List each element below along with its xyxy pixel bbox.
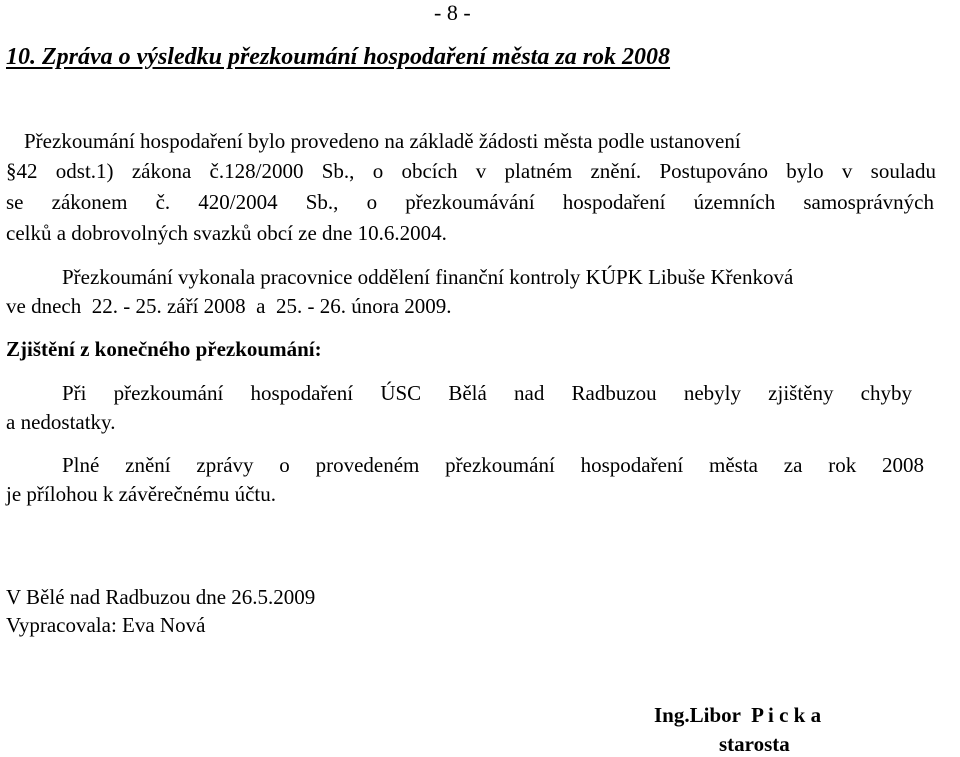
paragraph-line: a nedostatky. [6, 410, 116, 434]
signature-name: Ing.Libor P i c k a [654, 703, 822, 727]
document-title: 10. Zpráva o výsledku přezkoumání hospodaření města za rok 2008 [6, 44, 671, 70]
paragraph-line: Přezkoumání hospodaření bylo provedeno na základě žádosti města podle ustanovení [24, 129, 741, 153]
paragraph-line: §42 odst.1) zákona č.128/2000 Sb., o obcích v platném znění. Postupováno bylo v souladu [6, 159, 936, 183]
findings-heading: Zjištění z konečného přezkoumání: [6, 337, 322, 361]
paragraph-line: Při přezkoumání hospodaření ÚSC Bělá nad Radbuzou nebyly zjištěny chyby [62, 381, 912, 405]
signature-role: starosta [719, 732, 790, 756]
prepared-by: Vypracovala: Eva Nová [6, 613, 206, 637]
page-number: - 8 - [434, 0, 471, 25]
paragraph-line: Plné znění zprávy o provedeném přezkoumání hospodaření města za rok 2008 [62, 453, 924, 477]
paragraph-line: Přezkoumání vykonala pracovnice oddělení finanční kontroly KÚPK Libuše Křenková [62, 265, 794, 289]
paragraph-line: celků a dobrovolných svazků obcí ze dne 10.6.2004. [6, 221, 447, 245]
paragraph-line: ve dnech 22. - 25. září 2008 a 25. - 26. února 2009. [6, 294, 452, 318]
paragraph-line: se zákonem č. 420/2004 Sb., o přezkoumávání hospodaření územních samosprávných [6, 190, 934, 214]
place-date: V Bělé nad Radbuzou dne 26.5.2009 [6, 585, 316, 609]
paragraph-line: je přílohou k závěrečnému účtu. [6, 482, 276, 506]
